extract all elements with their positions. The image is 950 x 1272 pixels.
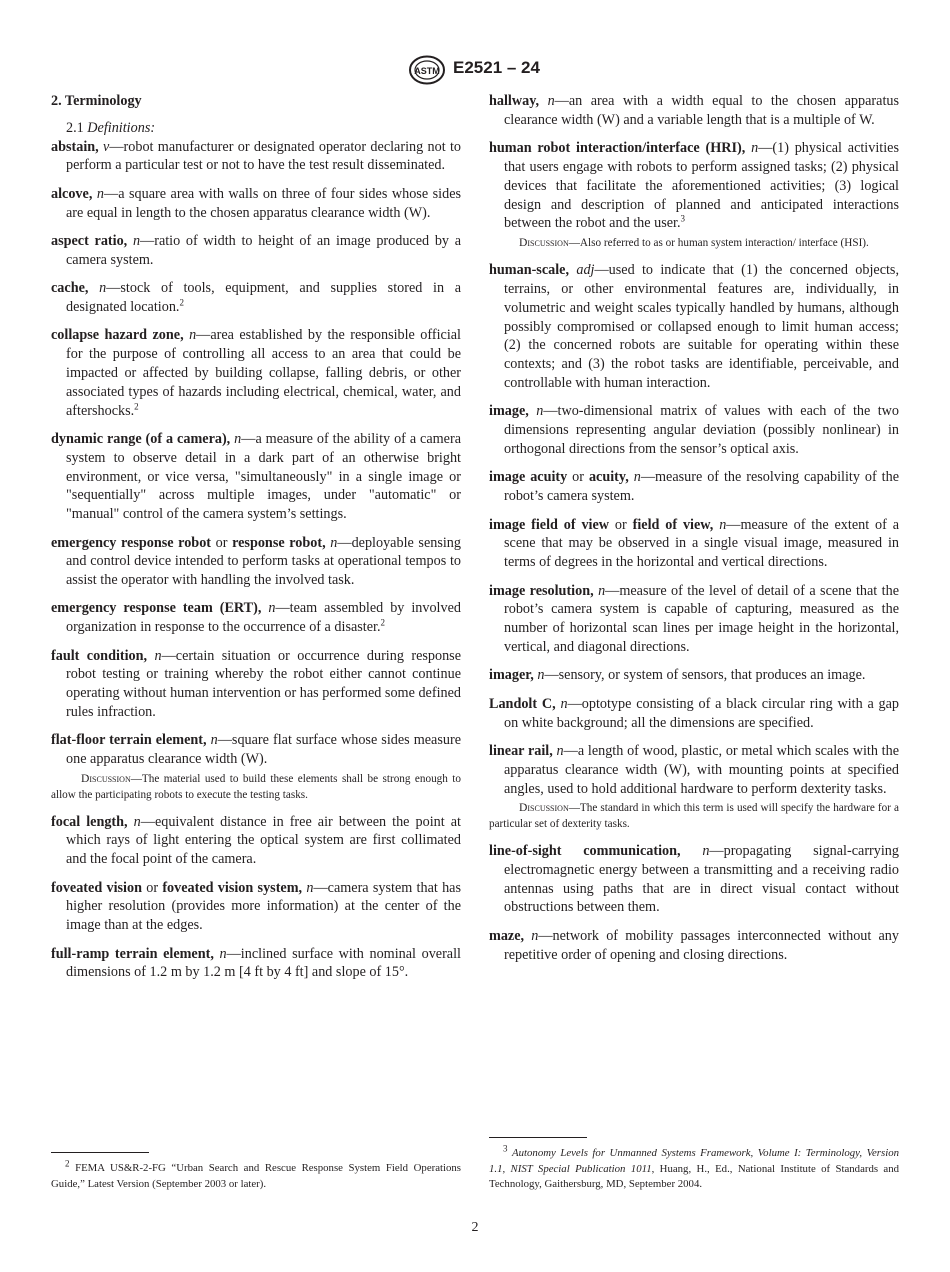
- definition-term: fault condition,: [51, 647, 148, 664]
- term-conjunction: or: [141, 879, 163, 896]
- part-of-speech: n: [702, 842, 710, 859]
- part-of-speech: n: [306, 879, 314, 896]
- part-of-speech: n: [268, 600, 276, 617]
- definition-term: emergency response team (ERT),: [51, 600, 262, 617]
- part-of-speech: n: [536, 403, 544, 420]
- page-number: 2: [471, 1220, 479, 1235]
- term-conjunction: or: [609, 516, 633, 533]
- definition-text: —measure of the level of detail of a scene that the robot’s camera system is capable of capturing, measured as the number of horizontal scan lines per image height in the horizontal, vertical, and diagonal directions.: [504, 582, 899, 655]
- part-of-speech: n: [330, 534, 338, 551]
- part-of-speech: n: [99, 280, 107, 297]
- definition-entry: [489, 261, 899, 393]
- definition-text: —network of mobility passages interconnected without any repetitive order of opening and closing directions.: [504, 927, 899, 963]
- part-of-speech: n: [531, 927, 539, 944]
- svg-text:ASTM: ASTM: [414, 66, 440, 76]
- definition-text: —sensory, or system of sensors, that produces an image.: [544, 667, 866, 684]
- definition-term: full-ramp terrain element,: [51, 945, 214, 962]
- definition-term-alt: foveated vision system,: [162, 879, 303, 896]
- left-definitions: [51, 138, 461, 983]
- definition-text: —propagating signal-carrying electromagnetic energy between a transmitting and a receiving radio antennas using paths that are in direct visual contact without obstructions between them.: [504, 842, 899, 916]
- definition-entry: [489, 402, 899, 458]
- part-of-speech: n: [556, 742, 564, 759]
- definition-entry: [489, 92, 899, 130]
- term-conjunction: or: [567, 469, 589, 486]
- discussion-note: [489, 800, 899, 832]
- definition-term: alcove,: [51, 185, 93, 202]
- discussion-note: [51, 771, 461, 803]
- definition-entry: [489, 927, 899, 965]
- footnote-rule-right: [489, 1137, 587, 1138]
- part-of-speech: n: [598, 582, 606, 599]
- discussion-text: —The standard in which this term is used will specify the hardware for a particular set of dexterity tasks.: [489, 802, 899, 830]
- right-definitions: [489, 92, 899, 964]
- definition-term: flat-floor terrain element,: [51, 732, 207, 749]
- definition-entry: [489, 842, 899, 917]
- footnote-reference: 2: [179, 297, 184, 308]
- footnote-reference: 2: [134, 400, 139, 411]
- definition-term: aspect ratio,: [51, 232, 128, 249]
- definition-text: —a measure of the ability of a camera system to observe detail in a dark part of an otherwise bright environment, or vice versa, "simultaneously" in a single image or "sequentially" across multiple images, under "automatic" or "manual" control of the camera system’s settings.: [66, 430, 461, 523]
- astm-logo-icon: [408, 55, 446, 85]
- definition-term: foveated vision: [51, 879, 142, 896]
- part-of-speech: v: [103, 138, 110, 155]
- definition-text: —used to indicate that (1) the concerned objects, terrains, or other environmental features are, individually, in volumetric and weight scales typically handled by humans, although possibly compromised or collapsed enough to limit human access; (2) the concerned robots are suitable for operating within these contexts; and (3) the robot tasks are identifiable, perceivable, and controllable with human interaction.: [504, 262, 900, 392]
- part-of-speech: n: [154, 647, 162, 664]
- part-of-speech: n: [133, 813, 141, 830]
- part-of-speech: n: [96, 185, 104, 202]
- definition-text: —two-dimensional matrix of values with each of the two dimensions representing angular deviation (possibly nonlinear) in orthogonal directions from the sensor’s optical axis.: [504, 403, 899, 458]
- footnote-left: $^2$ FEMA US&R-2-FG “Urban Search and Rescue Response System Field Operations Guide,” Latest Version (September 2003 or later).: [51, 1158, 462, 1190]
- definition-entry: [51, 647, 461, 722]
- definition-text: —deployable sensing and control device intended to perform tasks at operational tempos to assist the operator with handling the involved task.: [66, 534, 461, 589]
- footnote-right: $^3$ Autonomy Levels for Unmanned Systems Framework, Volume I: Terminology, Version 1.1, NIST Special Publication 1011, Huang, H., Ed., National Institute of Standards and Technology, Gaithersburg, MD, September 2004.: [489, 1143, 900, 1190]
- definition-entry: [489, 468, 899, 506]
- discussion-label: Discussion: [519, 801, 569, 815]
- definition-term: human robot interaction/interface (HRI),: [489, 140, 746, 157]
- definition-entry: [51, 326, 461, 420]
- definition-entry: [51, 813, 461, 869]
- definition-term: Landolt C,: [489, 695, 556, 712]
- part-of-speech: n: [132, 232, 141, 249]
- definition-entry: [489, 666, 899, 685]
- definition-entry: [51, 534, 461, 590]
- part-of-speech: n: [219, 945, 227, 962]
- definition-entry: [51, 138, 461, 176]
- definition-text: —equivalent distance in free air between the point at which rays of light entering the optical system are first collimated and the focal point of the camera.: [66, 813, 461, 868]
- part-of-speech: n: [189, 327, 197, 344]
- definition-entry: [51, 945, 461, 983]
- term-conjunction: or: [211, 534, 233, 551]
- left-column: [51, 92, 461, 992]
- definition-text: —inclined surface with nominal overall dimensions of 1.2 m by 1.2 m [4 ft by 4 ft] and slope of 15°.: [66, 945, 461, 981]
- discussion-text: —Also referred to as or human system interaction/ interface (HSI).: [568, 237, 869, 250]
- definition-term-alt: response robot,: [232, 534, 326, 551]
- discussion-note: [489, 235, 899, 252]
- definition-term-alt: field of view,: [632, 516, 714, 533]
- definition-term: focal length,: [51, 813, 128, 830]
- definition-text: —a length of wood, plastic, or metal which scales with the apparatus clearance width (W), with mounting points at specified angles, used to hold additional hardware to perform dexterity tasks.: [504, 742, 900, 797]
- discussion-label: Discussion: [519, 236, 569, 250]
- footnote-reference: 3: [680, 213, 685, 224]
- definition-entry: [489, 139, 899, 233]
- definition-entry: [51, 430, 461, 524]
- part-of-speech: n: [719, 516, 727, 533]
- definition-term: cache,: [51, 280, 89, 297]
- definition-entry: [51, 232, 461, 270]
- definition-term: abstain,: [51, 138, 99, 155]
- definition-text: —(1) physical activities that users engage with robots to perform assigned tasks; (2) physical devices that facilitate the aforementioned activities; (3) logical design and description of planned and anticipated interactions between the robot and the user.: [504, 140, 899, 232]
- definition-term: collapse hazard zone,: [51, 327, 184, 344]
- part-of-speech: adj: [576, 262, 595, 279]
- definition-text: —square flat surface whose sides measure one apparatus clearance width (W).: [66, 732, 461, 768]
- definition-term: maze,: [489, 927, 525, 944]
- definition-text: —team assembled by involved organization in response to the occurrence of a disaster.: [66, 600, 461, 636]
- part-of-speech: n: [547, 93, 555, 109]
- definition-term: image acuity: [489, 469, 568, 486]
- definition-text: —robot manufacturer or designated operator declaring not to perform a particular test or not to have the test result disseminated.: [66, 138, 462, 174]
- definition-text: —camera system that has higher resolution (provides more information) at the center of the image than at the edges.: [66, 879, 462, 934]
- definition-term: image,: [489, 403, 529, 420]
- part-of-speech: n: [234, 430, 242, 447]
- part-of-speech: n: [210, 732, 218, 749]
- definition-term: line-of-sight communication,: [489, 842, 681, 859]
- definition-term: image field of view: [489, 516, 610, 533]
- definition-text: —stock of tools, equipment, and supplies stored in a designated location.: [66, 280, 462, 315]
- definition-entry: [51, 731, 461, 769]
- definition-text: —optotype consisting of a black circular ring with a gap on white background; all the dimensions are specified.: [504, 695, 900, 731]
- definition-text: —certain situation or occurrence during response robot testing or training whereby the robot either cannot continue operating without human intervention or has performed some defined rules infraction.: [66, 647, 461, 721]
- definition-text: —area established by the responsible official for the purpose of controlling all access to an area that could be impacted or affected by building collapse, falling debris, or other associated types of hazards including electrical, chemical, water, and aftershocks.: [66, 327, 461, 419]
- part-of-speech: n: [751, 140, 759, 157]
- definition-text: —a square area with walls on three of four sides whose sides are equal in length to the chosen apparatus clearance width (W).: [66, 185, 462, 221]
- definition-term: image resolution,: [489, 582, 594, 599]
- definition-entry: [51, 185, 461, 223]
- footnote-reference: 2: [380, 617, 386, 628]
- definition-entry: [489, 695, 899, 733]
- definition-term: hallway,: [489, 93, 540, 109]
- definition-entry: [489, 582, 899, 657]
- part-of-speech: n: [633, 469, 641, 486]
- definition-text: —ratio of width to height of an image produced by a camera system.: [66, 232, 462, 268]
- definition-text: —measure of the extent of a scene that may be observed in a single visual image, measured in terms of degrees in the horizontal and vertical directions.: [504, 516, 900, 571]
- definition-term-alt: acuity,: [588, 469, 629, 486]
- part-of-speech: n: [537, 667, 545, 684]
- subsection-heading: 2.1 Definitions:: [66, 119, 156, 136]
- definition-term: imager,: [489, 667, 534, 684]
- right-column: [489, 92, 899, 974]
- definition-term: linear rail,: [489, 742, 553, 759]
- part-of-speech: n: [560, 695, 568, 712]
- definition-entry: [51, 599, 461, 637]
- definition-term: human-scale,: [489, 262, 570, 279]
- definition-text: —an area with a width equal to the chosen apparatus clearance width (W) and a variable length that is a multiple of W.: [504, 93, 899, 128]
- designation: E2521 – 24: [453, 58, 540, 77]
- section-heading: 2. Terminology: [51, 93, 142, 109]
- definition-entry: [51, 279, 461, 317]
- footnote-rule-left: [51, 1152, 149, 1153]
- page-header: [0, 55, 950, 85]
- definition-term: dynamic range (of a camera),: [51, 430, 231, 447]
- definition-entry: [51, 879, 461, 935]
- definition-text: —measure of the resolving capability of the robot’s camera system.: [504, 469, 899, 505]
- discussion-text: —The material used to build these elements shall be strong enough to allow the participating robots to execute the testing tasks.: [51, 773, 461, 801]
- definition-term: emergency response robot: [51, 534, 212, 551]
- discussion-label: Discussion: [81, 772, 131, 786]
- definition-entry: [489, 742, 899, 798]
- definition-entry: [489, 516, 899, 572]
